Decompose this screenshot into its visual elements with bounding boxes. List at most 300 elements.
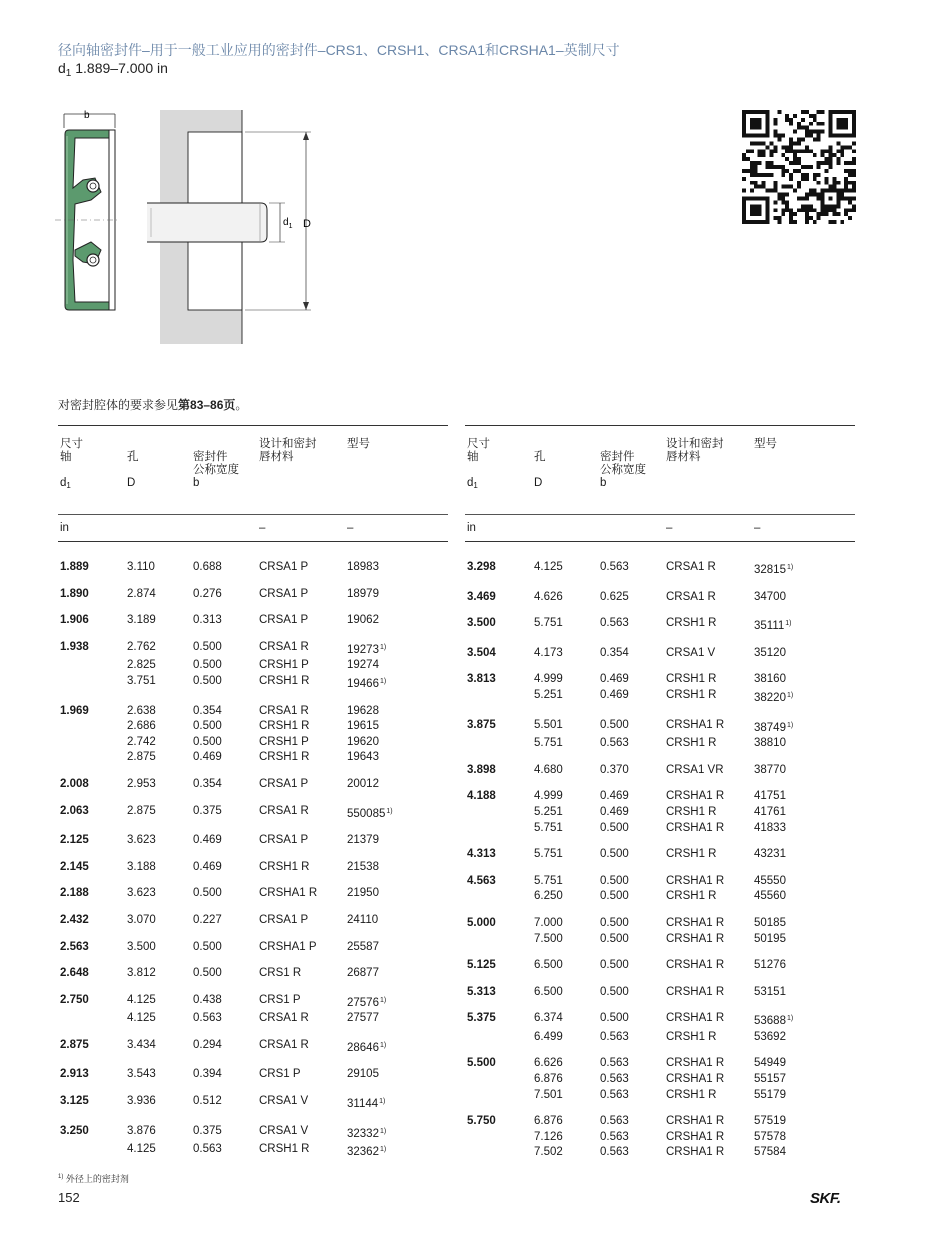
design-cell: CRSH1 P	[259, 659, 309, 672]
width-cell: 0.500	[193, 720, 222, 733]
table-row	[58, 981, 448, 1011]
footnote-mark: 1)	[386, 807, 393, 815]
d1-cell: 3.500	[467, 617, 496, 630]
shaft-label-d1: $d_1$	[283, 217, 293, 230]
bore-cell: 4.125	[127, 993, 156, 1006]
table-row	[58, 874, 448, 901]
table-row	[465, 820, 855, 836]
header-designation: 型号	[752, 426, 855, 515]
designation-cell: 35111$^{1)}$	[754, 620, 792, 633]
bore-cell: 2.825	[127, 659, 156, 672]
design-cell: CRSHA1 R	[666, 916, 725, 929]
d1-cell	[465, 735, 532, 751]
bore-cell: 3.189	[127, 614, 156, 627]
header-design: 设计和密封 唇材料	[664, 426, 752, 515]
design-cell: CRSHA1 R	[666, 821, 725, 834]
size-symbol-sub: 1	[65, 68, 72, 79]
designation-cell: 32362$^{1)}$	[347, 1146, 387, 1159]
design-cell: CRSA1 R	[259, 640, 309, 653]
width-cell: 0.563	[600, 1057, 629, 1070]
width-cell: 0.563	[193, 1143, 222, 1156]
bore-cell: 5.751	[534, 848, 563, 861]
design-cell: CRSA1 V	[666, 646, 716, 659]
width-cell: 0.563	[600, 1088, 629, 1101]
bore-cell: 6.374	[534, 1012, 563, 1025]
d1-cell	[58, 657, 125, 673]
table-row	[58, 1141, 448, 1160]
d1-cell: 2.648	[60, 967, 89, 980]
designation-cell: 20012	[347, 777, 379, 790]
d1-cell: 1.969	[60, 704, 89, 717]
unit-label: in	[465, 515, 532, 542]
d1-cell	[58, 1010, 125, 1026]
designation-cell: 31144$^{1)}$	[347, 1098, 386, 1111]
d1-cell: 3.898	[467, 763, 496, 776]
table-row	[465, 1144, 855, 1160]
design-cell: CRSA1 R	[259, 1038, 309, 1051]
bore-cell: 4.173	[534, 646, 563, 659]
seal-cross-section	[55, 110, 119, 310]
bore-cell: 5.751	[534, 737, 563, 750]
designation-cell: 19062	[347, 614, 379, 627]
design-cell: CRSHA1 R	[666, 1130, 725, 1143]
d1-cell	[58, 1141, 125, 1160]
d1-cell	[465, 1144, 532, 1160]
width-cell: 0.500	[193, 640, 222, 653]
table-row	[58, 1026, 448, 1056]
width-cell: 0.469	[193, 860, 222, 873]
design-cell: CRSA1 R	[259, 1012, 309, 1025]
d1-cell: 5.000	[467, 916, 496, 929]
d1-cell: 2.432	[60, 913, 89, 926]
width-cell: 0.625	[600, 590, 629, 603]
designation-cell: 53151	[754, 985, 786, 998]
header-width: 密封件 公称宽度 b	[598, 426, 664, 515]
size-range	[58, 60, 168, 79]
width-cell: 0.563	[193, 1012, 222, 1025]
seal-drawing	[55, 100, 355, 350]
d1-cell: 5.375	[467, 1012, 496, 1025]
bore-cell: 2.875	[127, 804, 156, 817]
bore-cell: 2.953	[127, 777, 156, 790]
designation-cell: 57519	[754, 1115, 786, 1128]
bore-cell: 7.501	[534, 1088, 563, 1101]
designation-cell: 18979	[347, 587, 379, 600]
width-cell: 0.354	[193, 704, 222, 717]
bore-cell: 6.500	[534, 959, 563, 972]
housing-section	[147, 110, 311, 344]
table-row	[465, 1029, 855, 1045]
bore-cell: 6.876	[534, 1073, 563, 1086]
table-row	[465, 804, 855, 820]
width-cell: 0.375	[193, 1124, 222, 1137]
designation-cell: 41761	[754, 805, 786, 818]
width-cell: 0.500	[600, 821, 629, 834]
d1-cell: 2.008	[60, 777, 89, 790]
page-reference: 第83–86页	[178, 398, 236, 412]
design-cell: CRSH1 R	[259, 860, 310, 873]
width-cell: 0.563	[600, 1030, 629, 1043]
d1-cell	[465, 1029, 532, 1045]
width-cell: 0.512	[193, 1095, 222, 1108]
table-row	[465, 1129, 855, 1145]
table-row	[58, 628, 448, 658]
bore-cell: 3.500	[127, 940, 156, 953]
design-cell: CRSA1 P	[259, 587, 309, 600]
width-cell: 0.563	[600, 1130, 629, 1143]
housing-note: 对密封腔体的要求参见第83–86页。	[58, 398, 248, 412]
width-cell: 0.563	[600, 737, 629, 750]
footnote-mark: 1)	[786, 1015, 794, 1023]
bore-cell: 3.623	[127, 834, 156, 847]
design-cell: CRSHA1 R	[666, 1115, 725, 1128]
designation-cell: 55179	[754, 1088, 786, 1101]
bore-cell: 7.000	[534, 916, 563, 929]
table-row	[58, 928, 448, 955]
table-row	[465, 862, 855, 889]
d1-cell: 5.750	[467, 1115, 496, 1128]
designation-cell: 55157	[754, 1073, 786, 1086]
design-cell: CRSHA1 R	[666, 1057, 725, 1070]
width-cell: 0.563	[600, 1073, 629, 1086]
width-cell: 0.394	[193, 1068, 222, 1081]
dimension-table-right: 尺寸 轴 d1 孔 D 密封件 公称宽度 b 设计和密封 唇材料 型号 in – – 3.298 4.125 0.563 CRSA1 R 32815$^{1)}$ 3.469 4.626 0.625 CRSA1 R 34700 3.500 5.751 0.563 CRSH1 R 35111$^{1)}$ 3.504 4.173 0.354 CRSA1 V 35120 3.813 4.999 0.469 CRSH1 R 38160 5.251 0.469 CRSH1 R 38220$^{1)}$ 3.875 5.501 0.500 CRSHA1 R 38749$^{1)}$ 5.751 0.563 CRSH1 R 38810 3.898 4.680 0.370 CRSA1 VR 38770 4.188 4.999 0.469 CRSHA1 R 41751 5.251 0.469 CRSH1 R 41761 5.751 0.500 CRSHA1 R 41833 4.313 5.751 0.500 CRSH1 R 43231 4.563 5.751 0.500 CRSHA1 R 45550 6.250 0.500 CRSH1 R 45560 5.000 7.000 0.500 CRSHA1 R 50185 7.500 0.500 CRSHA1 R 50195 5.125 6.500 0.500 CRSHA1 R 51276 5.313 6.500 0.500 CRSHA1 R 53151 5.375 6.374 0.500 CRSHA1 R 53688$^{1)}$ 6.499 0.563 CRSH1 R 53692 5.500 6.626 0.563 CRSHA1 R 54949 6.876 0.563 CRSHA1 R 55157 7.501 0.563 CRSH1 R 55179 5.750 6.876 0.563 CRSHA1 R 57519 7.126 0.563 CRSHA1 R 57578 7.502 0.563 CRSHA1 R 57584	[465, 425, 855, 1160]
size-range-unit: in	[157, 60, 168, 76]
table-row	[58, 657, 448, 673]
bore-cell: 5.751	[534, 874, 563, 887]
bore-cell: 5.251	[534, 688, 563, 701]
design-cell: CRSA1 P	[259, 777, 309, 790]
table-row	[58, 601, 448, 628]
bore-cell: 3.751	[127, 674, 156, 687]
d1-cell: 2.750	[60, 993, 89, 1006]
design-cell: CRSHA1 R	[666, 1146, 725, 1159]
table-row	[465, 777, 855, 804]
design-cell: CRSA1 P	[259, 561, 309, 573]
table-row	[58, 821, 448, 848]
d1-cell: 1.889	[60, 561, 89, 573]
designation-cell: 19615	[347, 720, 379, 733]
designation-cell: 50185	[754, 916, 786, 929]
width-cell: 0.469	[600, 790, 629, 803]
footnote-mark: 1)	[786, 721, 794, 729]
design-cell: CRSHA1 R	[666, 1073, 725, 1086]
d1-cell: 1.890	[60, 587, 89, 600]
d1-cell: 4.313	[467, 848, 496, 861]
design-cell: CRSH1 R	[666, 673, 717, 686]
designation-cell: 19643	[347, 751, 379, 764]
design-cell: CRSH1 R	[666, 1030, 717, 1043]
width-cell: 0.563	[600, 617, 629, 630]
design-cell: CRSA1 R	[259, 704, 309, 717]
table-row	[465, 1087, 855, 1103]
header-designation: 型号	[345, 426, 448, 515]
bore-cell: 7.502	[534, 1146, 563, 1159]
d1-cell	[465, 820, 532, 836]
design-cell: CRSH1 R	[259, 1143, 310, 1156]
designation-cell: 27576$^{1)}$	[347, 996, 387, 1009]
designation-cell: 45550	[754, 874, 786, 887]
design-cell: CRSH1 R	[259, 674, 310, 687]
width-cell: 0.500	[193, 674, 222, 687]
design-cell: CRSHA1 R	[259, 887, 318, 900]
designation-cell: 38220$^{1)}$	[754, 691, 794, 704]
design-cell: CRSA1 R	[259, 804, 309, 817]
design-cell: CRSH1 R	[259, 720, 310, 733]
bore-cell: 6.250	[534, 890, 563, 903]
design-cell: CRSA1 R	[666, 590, 716, 603]
bore-cell: 3.812	[127, 967, 156, 980]
width-cell: 0.294	[193, 1038, 222, 1051]
table-row	[465, 578, 855, 605]
design-cell: CRSHA1 R	[666, 790, 725, 803]
table-row	[465, 1044, 855, 1071]
design-cell: CRSA1 R	[666, 561, 716, 573]
designation-cell: 38160	[754, 673, 786, 686]
bore-cell: 3.623	[127, 887, 156, 900]
designation-cell: 45560	[754, 890, 786, 903]
design-cell: CRSHA1 R	[666, 959, 725, 972]
footnote-mark: 1)	[379, 1098, 386, 1106]
designation-cell: 32815$^{1)}$	[754, 564, 794, 576]
table-row	[58, 734, 448, 750]
table-row	[58, 848, 448, 875]
width-cell: 0.500	[193, 887, 222, 900]
footnote-mark: 1)	[786, 691, 794, 699]
design-cell: CRSH1 R	[666, 890, 717, 903]
d1-cell: 2.063	[60, 804, 89, 817]
table-row	[465, 751, 855, 778]
d1-cell: 5.500	[467, 1057, 496, 1070]
d1-cell: 3.298	[467, 561, 496, 573]
design-cell: CRSH1 R	[666, 688, 717, 701]
designation-cell: 550085$^{1)}$	[347, 807, 393, 820]
d1-cell	[58, 718, 125, 734]
bore-cell: 2.742	[127, 735, 156, 748]
width-cell: 0.500	[193, 735, 222, 748]
width-cell: 0.500	[600, 959, 629, 972]
bore-cell: 6.876	[534, 1115, 563, 1128]
d1-cell	[58, 734, 125, 750]
bore-cell: 3.110	[127, 561, 155, 573]
width-cell: 0.354	[600, 646, 629, 659]
bore-cell: 2.875	[127, 751, 156, 764]
table-row	[58, 749, 448, 765]
designation-cell: 38770	[754, 763, 786, 776]
table-row	[58, 692, 448, 719]
bore-cell: 2.686	[127, 720, 156, 733]
header-bore: 孔 D	[532, 426, 598, 515]
d1-cell: 2.913	[60, 1068, 89, 1081]
qr-code	[742, 110, 856, 224]
bore-cell: 3.188	[127, 860, 156, 873]
table-row	[58, 673, 448, 692]
width-cell: 0.438	[193, 993, 222, 1006]
design-cell: CRSA1 P	[259, 913, 309, 926]
bore-cell: 6.500	[534, 985, 563, 998]
bore-cell: 5.501	[534, 718, 563, 731]
d1-cell: 4.188	[467, 790, 496, 803]
d1-cell: 3.469	[467, 590, 496, 603]
d1-cell: 3.504	[467, 646, 496, 659]
d1-cell: 4.563	[467, 874, 496, 887]
footnote-mark: 1)	[379, 1041, 387, 1049]
design-cell: CRSH1 P	[259, 735, 309, 748]
table-row	[58, 718, 448, 734]
table-row	[58, 1082, 448, 1112]
designation-cell: 21538	[347, 860, 379, 873]
d1-cell: 2.188	[60, 887, 89, 900]
bore-cell: 3.070	[127, 913, 156, 926]
width-cell: 0.469	[193, 834, 222, 847]
designation-cell: 57578	[754, 1130, 786, 1143]
header-shaft: 尺寸 轴 d1	[465, 426, 532, 515]
bore-cell: 4.626	[534, 590, 563, 603]
designation-cell: 19274	[347, 659, 379, 672]
d1-cell	[465, 931, 532, 947]
width-cell: 0.500	[193, 967, 222, 980]
bore-cell: 2.762	[127, 640, 156, 653]
width-cell: 0.227	[193, 913, 222, 926]
designation-cell: 38749$^{1)}$	[754, 721, 794, 734]
d1-cell	[58, 749, 125, 765]
bore-cell: 7.126	[534, 1130, 563, 1143]
table-row	[465, 687, 855, 706]
designation-cell: 26877	[347, 967, 379, 980]
bore-cell: 4.680	[534, 763, 563, 776]
table-row	[465, 1071, 855, 1087]
designation-cell: 53688$^{1)}$	[754, 1015, 794, 1028]
bore-cell: 6.499	[534, 1030, 563, 1043]
design-cell: CRSA1 VR	[666, 763, 724, 776]
page-title: 径向轴密封件–用于一般工业应用的密封件–CRS1、CRSH1、CRSA1和CRSHA1–英制尺寸	[58, 42, 620, 58]
width-cell: 0.469	[193, 751, 222, 764]
designation-cell: 35120	[754, 646, 786, 659]
table-row	[465, 706, 855, 736]
footnote-mark: 1)	[379, 677, 387, 685]
bore-cell: 4.999	[534, 790, 563, 803]
design-cell: CRS1 R	[259, 967, 302, 980]
design-cell: CRSHA1 R	[666, 874, 725, 887]
designation-cell: 34700	[754, 590, 786, 603]
footnote-mark: 1)	[379, 1146, 387, 1154]
table-row	[58, 792, 448, 822]
d1-cell: 2.125	[60, 834, 89, 847]
design-cell: CRSHA1 R	[666, 1012, 725, 1025]
bore-cell: 4.999	[534, 673, 563, 686]
d1-cell	[465, 1087, 532, 1103]
bore-cell: 3.876	[127, 1124, 156, 1137]
width-cell: 0.500	[600, 890, 629, 903]
bore-cell: 2.874	[127, 587, 156, 600]
footnote-mark: 1)	[379, 1127, 387, 1135]
width-cell: 0.688	[193, 561, 222, 573]
designation-cell: 28646$^{1)}$	[347, 1041, 387, 1054]
designation-cell: 19620	[347, 735, 379, 748]
bore-cell: 6.626	[534, 1057, 563, 1070]
design-cell: CRSH1 R	[666, 617, 717, 630]
designation-cell: 29105	[347, 1068, 379, 1081]
design-cell: CRSA1 P	[259, 834, 309, 847]
table-row	[58, 1055, 448, 1082]
designation-cell: 21950	[347, 887, 379, 900]
designation-cell: 19466$^{1)}$	[347, 677, 387, 690]
table-row	[58, 575, 448, 602]
footnote-mark: 1)	[379, 643, 387, 651]
bore-cell: 4.125	[534, 561, 563, 573]
d1-cell: 2.875	[60, 1038, 89, 1051]
d1-cell	[465, 888, 532, 904]
width-cell: 0.500	[600, 916, 629, 929]
d1-cell	[465, 1129, 532, 1145]
d1-cell: 5.313	[467, 985, 496, 998]
table-row	[465, 888, 855, 904]
designation-cell: 21379	[347, 834, 379, 847]
header-design: 设计和密封 唇材料	[257, 426, 345, 515]
design-cell: CRSH1 R	[666, 848, 717, 861]
bore-cell: 7.500	[534, 932, 563, 945]
header-shaft: 尺寸 轴 d1	[58, 426, 125, 515]
d1-cell	[58, 673, 125, 692]
width-cell: 0.563	[600, 1146, 629, 1159]
table-row	[58, 542, 448, 575]
d1-cell	[465, 804, 532, 820]
designation-cell: 50195	[754, 932, 786, 945]
designation-cell: 57584	[754, 1146, 786, 1159]
d1-cell: 3.875	[467, 718, 496, 731]
designation-cell: 27577	[347, 1012, 379, 1025]
table-row	[58, 1112, 448, 1142]
table-row	[465, 931, 855, 947]
table-row	[465, 835, 855, 862]
designation-cell: 32332$^{1)}$	[347, 1127, 387, 1140]
design-cell: CRSH1 R	[259, 751, 310, 764]
d1-cell: 2.145	[60, 860, 89, 873]
width-cell: 0.500	[600, 1012, 629, 1025]
width-cell: 0.563	[600, 561, 629, 573]
size-symbol: d	[58, 60, 66, 76]
design-cell: CRS1 P	[259, 1068, 301, 1081]
d1-cell: 5.125	[467, 959, 496, 972]
bore-label-D: D	[303, 218, 311, 230]
width-cell: 0.500	[600, 985, 629, 998]
width-label-b: b	[84, 110, 90, 121]
design-cell: CRSH1 R	[666, 1088, 717, 1101]
d1-cell	[465, 687, 532, 706]
footnote: $^{1)}$ 外径上的密封剂	[58, 1174, 129, 1184]
designation-cell: 24110	[347, 913, 379, 926]
d1-cell	[465, 1071, 532, 1087]
table-row	[465, 604, 855, 634]
footnote-mark: 1)	[786, 564, 794, 571]
designation-cell: 18983	[347, 561, 379, 573]
design-cell: CRSHA1 P	[259, 940, 317, 953]
table-row	[58, 1010, 448, 1026]
d1-cell: 3.813	[467, 673, 496, 686]
table-row	[58, 765, 448, 792]
designation-cell: 51276	[754, 959, 786, 972]
header-width: 密封件 公称宽度 b	[191, 426, 257, 515]
footnote-mark: 1)	[379, 996, 387, 1004]
dimension-table-left: 尺寸 轴 d1 孔 D 密封件 公称宽度 b 设计和密封 唇材料 型号 in – – 1.889 3.110 0.688 CRSA1 P 18983 1.890 2.874 0.276 CRSA1 P 18979 1.906 3.189 0.313 CRSA1 P 19062 1.938 2.762 0.500 CRSA1 R 19273$^{1)}$ 2.825 0.500 CRSH1 P 19274 3.751 0.500 CRSH1 R 19466$^{1)}$ 1.969 2.638 0.354 CRSA1 R 19628 2.686 0.500 CRSH1 R 19615 2.742 0.500 CRSH1 P 19620 2.875 0.469 CRSH1 R 19643 2.008 2.953 0.354 CRSA1 P 20012 2.063 2.875 0.375 CRSA1 R 550085$^{1)}$ 2.125 3.623 0.469 CRSA1 P 21379 2.145 3.188 0.469 CRSH1 R 21538 2.188 3.623 0.500 CRSHA1 R 21950 2.432 3.070 0.227 CRSA1 P 24110 2.563 3.500 0.500 CRSHA1 P 25587 2.648 3.812 0.500 CRS1 R 26877 2.750 4.125 0.438 CRS1 P 27576$^{1)}$ 4.125 0.563 CRSA1 R 27577 2.875 3.434 0.294 CRSA1 R 28646$^{1)}$ 2.913 3.543 0.394 CRS1 P 29105 3.125 3.936 0.512 CRSA1 V 31144$^{1)}$ 3.250 3.876 0.375 CRSA1 V 32332$^{1)}$ 4.125 0.563 CRSH1 R 32362$^{1)}$	[58, 425, 448, 1160]
d1-cell: 3.250	[60, 1124, 89, 1137]
designation-cell: 19273$^{1)}$	[347, 643, 387, 656]
width-cell: 0.469	[600, 688, 629, 701]
width-cell: 0.500	[600, 848, 629, 861]
table-row	[465, 735, 855, 751]
width-cell: 0.563	[600, 1115, 629, 1128]
width-cell: 0.313	[193, 614, 222, 627]
